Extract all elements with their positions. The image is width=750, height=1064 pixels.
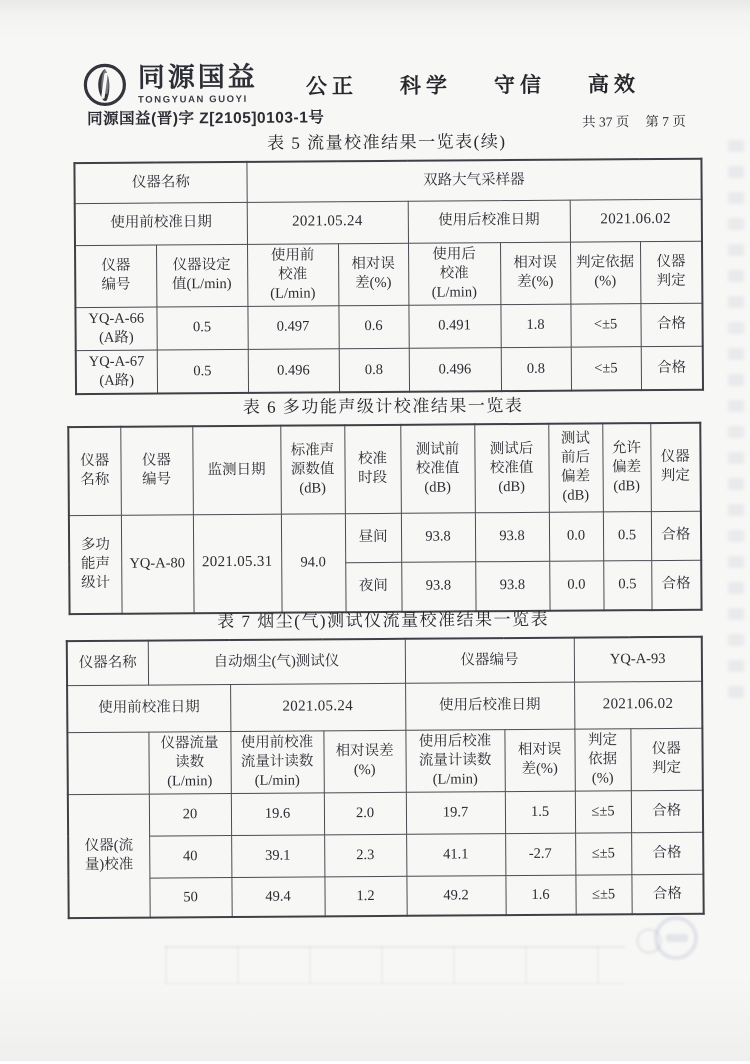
table-cell: 93.8 xyxy=(401,561,475,612)
pre-calibration-date: 2021.05.24 xyxy=(247,201,408,244)
document-number: 同源国益(晋)字 Z[2105]0103-1号 xyxy=(87,109,325,128)
table-cell: 1.8 xyxy=(500,304,570,348)
row-label: 使用前校准日期 xyxy=(75,202,247,245)
table-cell: 0.5 xyxy=(603,511,651,560)
table-cell: 0.5 xyxy=(157,350,248,394)
table-cell: 41.1 xyxy=(406,833,505,876)
logo-name-en: TONGYUAN GUOYI xyxy=(137,93,248,106)
instrument-name: 多功 能声 级计 xyxy=(69,515,122,614)
column-header: 使用后 校准 (L/min) xyxy=(408,242,500,305)
table-cell: 93.8 xyxy=(475,512,549,562)
table-cell: ≤±5 xyxy=(575,875,631,915)
column-header: 判定 依据 (%) xyxy=(574,728,630,791)
table-cell: 夜间 xyxy=(345,562,401,612)
table-cell: 1.2 xyxy=(324,876,406,917)
table-cell: <±5 xyxy=(570,304,640,348)
table-cell: 50 xyxy=(149,877,231,918)
table-cell: 49.2 xyxy=(406,875,505,916)
row-label: 使用前校准日期 xyxy=(67,684,230,732)
column-header: 仪器 判定 xyxy=(630,728,702,791)
instrument-code: YQ-A-93 xyxy=(574,637,702,682)
instrument-name: 自动烟尘(气)测试仪 xyxy=(148,639,405,685)
row-label: 仪器名称 xyxy=(67,641,148,686)
slogan-word: 公正 xyxy=(305,75,358,99)
table-cell: 合格 xyxy=(631,832,703,875)
section-table6 xyxy=(67,390,701,615)
company-logo-icon xyxy=(82,60,128,110)
column-header: 仪器流量 读数 (L/min) xyxy=(148,731,230,794)
table-cell: 合格 xyxy=(631,874,703,915)
table-cell: <±5 xyxy=(571,347,641,391)
table-cell: 0.5 xyxy=(156,306,247,350)
column-header: 测试后 校准值 (dB) xyxy=(474,424,549,513)
table-cell: 0.5 xyxy=(603,560,651,610)
table-row xyxy=(75,303,702,351)
column-header: 使用前 校准 (L/min) xyxy=(247,243,338,306)
table-cell: 合格 xyxy=(651,511,701,560)
column-header: 仪器 判定 xyxy=(640,241,702,304)
column-header: 相对误 差(%) xyxy=(504,729,574,792)
table-cell: YQ-A-67 (A路) xyxy=(76,350,157,394)
row-label: 使用后校准日期 xyxy=(408,200,570,243)
table-cell: 合格 xyxy=(631,790,703,833)
table-cell: ≤±5 xyxy=(575,833,631,875)
instrument-name: 双路大气采样器 xyxy=(246,159,701,202)
table-cell: 40 xyxy=(149,835,231,878)
section-table7 xyxy=(66,604,703,920)
column-header: 仪器 编号 xyxy=(75,245,156,308)
row-label: 仪器编号 xyxy=(405,638,574,683)
table-cell: 合格 xyxy=(651,560,701,610)
pages-total: 共 37 页 xyxy=(582,114,630,130)
pre-calibration-date: 2021.05.24 xyxy=(230,683,405,731)
column-header: 相对误 差(%) xyxy=(500,242,570,305)
logo-name-cn: 同源国益 xyxy=(137,61,258,93)
table-cell: 93.8 xyxy=(475,561,549,612)
table-cell: -2.7 xyxy=(505,833,575,875)
monitor-date: 2021.05.31 xyxy=(193,514,282,614)
table5 xyxy=(73,158,704,396)
table-row xyxy=(68,832,703,878)
table-row xyxy=(76,346,703,394)
column-header: 允许 偏差 (dB) xyxy=(602,423,651,511)
column-header: 测试 前后 偏差 (dB) xyxy=(548,423,603,511)
table-cell: 93.8 xyxy=(401,512,475,562)
table-cell: 0.8 xyxy=(339,348,409,392)
column-header: 校准 时段 xyxy=(344,425,401,513)
table-cell: 合格 xyxy=(641,346,703,390)
column-header: 仪器 编号 xyxy=(120,426,193,515)
column-header: 相对误差 (%) xyxy=(323,730,405,793)
table-cell: 0.496 xyxy=(409,348,501,392)
slogan-row xyxy=(306,68,640,100)
table-cell: 1.5 xyxy=(505,791,575,833)
standard-source-value: 94.0 xyxy=(281,513,346,612)
column-header: 监测日期 xyxy=(192,426,281,515)
row-group-label: 仪器(流 量)校准 xyxy=(68,794,150,919)
slogan-word: 高效 xyxy=(587,73,640,97)
table-cell: 0.491 xyxy=(408,304,500,348)
slogan-word: 守信 xyxy=(493,73,546,98)
column-header: 仪器 名称 xyxy=(68,427,121,515)
table-cell: 2.3 xyxy=(324,834,406,877)
column-header: 仪器 判定 xyxy=(650,423,701,511)
column-header: 仪器设定 值(L/min) xyxy=(156,244,247,307)
table-row xyxy=(68,790,703,836)
table-cell: 19.7 xyxy=(406,791,505,834)
column-header: 使用前校准 流量计读数 (L/min) xyxy=(230,730,323,793)
table-cell: 20 xyxy=(149,793,231,836)
table5-title: 表 5 流量校准结果一览表(续) xyxy=(267,132,507,153)
table-cell: 19.6 xyxy=(231,793,324,836)
instrument-code: YQ-A-80 xyxy=(121,514,194,614)
table-row xyxy=(69,511,701,564)
table-cell: 2.0 xyxy=(324,792,406,835)
column-header: 标准声 源数值 (dB) xyxy=(280,425,345,513)
logo-text xyxy=(138,63,258,105)
column-header: 测试前 校准值 (dB) xyxy=(400,424,475,513)
table-cell: 39.1 xyxy=(231,835,324,878)
table7-title: 表 7 烟尘(气)测试仪流量校准结果一览表 xyxy=(217,609,550,632)
table-cell: YQ-A-66 (A路) xyxy=(75,307,156,351)
table-cell: 0.8 xyxy=(501,347,571,391)
table-cell: ≤±5 xyxy=(575,791,631,833)
section-table5 xyxy=(73,126,702,396)
column-header: 相对误 差(%) xyxy=(338,243,408,306)
slogan-word: 科学 xyxy=(399,74,452,98)
column-header: 使用后校准 流量计读数 (L/min) xyxy=(405,729,504,792)
table-cell: 昼间 xyxy=(345,513,401,562)
post-calibration-date: 2021.06.02 xyxy=(574,681,702,729)
table-cell: 0.0 xyxy=(549,560,603,610)
table-cell: 0.496 xyxy=(248,349,339,393)
table6-title: 表 6 多功能声级计校准结果一览表 xyxy=(242,395,524,417)
table-cell: 0.497 xyxy=(247,306,338,350)
table7 xyxy=(66,636,705,920)
table6 xyxy=(67,422,702,615)
table-cell: 合格 xyxy=(640,303,702,347)
table-row xyxy=(68,874,703,918)
row-label: 使用后校准日期 xyxy=(405,682,574,730)
empty-corner-cell xyxy=(67,732,148,795)
table-cell: 1.6 xyxy=(505,875,575,915)
page-current: 第 7 页 xyxy=(645,113,686,130)
column-header: 判定依据 (%) xyxy=(570,241,640,304)
table-cell: 0.6 xyxy=(338,305,408,349)
table-cell: 0.0 xyxy=(549,511,603,560)
post-calibration-date: 2021.06.02 xyxy=(570,199,702,242)
table-cell: 49.4 xyxy=(231,877,324,918)
row-label: 仪器名称 xyxy=(74,162,246,203)
